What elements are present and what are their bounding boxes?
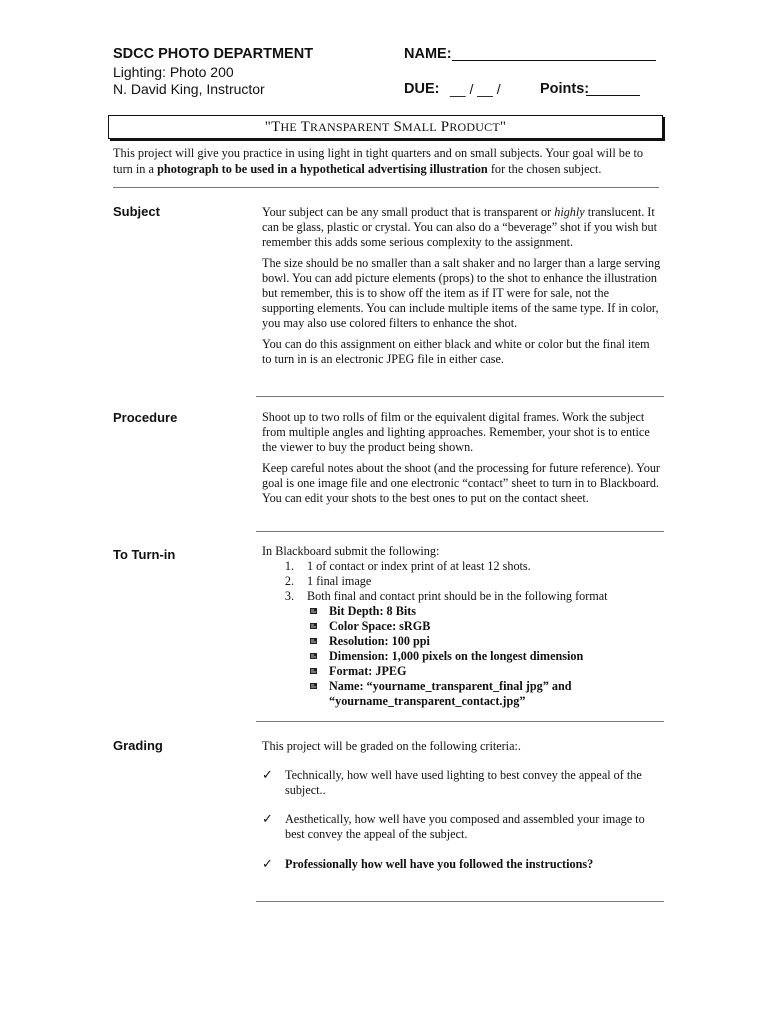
turn-in-intro: In Blackboard submit the following: (262, 544, 440, 558)
bullet-box-icon (309, 607, 318, 615)
subject-paragraph-3: You can do this assignment on either black and white or color but the final item to turn in is an electronic JPEG file in either case. (262, 337, 650, 366)
bullet-box-icon (309, 637, 318, 645)
grading-intro: This project will be graded on the following criteria:. (262, 739, 521, 753)
bullet-box-icon (309, 667, 318, 675)
course-name: Lighting: Photo 200 (113, 64, 234, 80)
instructor-name: N. David King, Instructor (113, 81, 265, 97)
list-item: Technically, how well have used lighting to best convey the appeal of the subject.. (285, 768, 642, 797)
divider-procedure (256, 531, 664, 532)
divider-subject (256, 396, 664, 397)
divider-grading (256, 901, 664, 902)
section-label-turn-in: To Turn-in (113, 547, 176, 562)
project-title: "THE TRANSPARENT SMALL PRODUCT" (264, 119, 507, 135)
checkmark-icon: ✓ (262, 767, 273, 782)
subject-body (262, 205, 662, 373)
bullet-box-icon (309, 622, 318, 630)
department-title: SDCC PHOTO DEPARTMENT (113, 46, 314, 62)
checkmark-icon: ✓ (262, 856, 273, 871)
divider-intro (113, 187, 659, 188)
section-label-subject: Subject (113, 204, 160, 219)
project-intro: This project will give you practice in using light in tight quarters and on small subjects. Your goal will be to turn in a photograph to be used in a hypothetical advertising illustration for the chosen subject. (113, 146, 644, 176)
procedure-paragraph-2: Keep careful notes about the shoot (and the processing for future reference). Your goal is one image file and one electronic “contact” sheet to turn in to Blackboard. You can edit your shots to the best ones to put on the contact sheet. (262, 461, 660, 505)
list-item: Aesthetically, how well have you composed and assembled your image to best convey the appeal of the subject. (285, 812, 645, 841)
bullet-box-icon (309, 652, 318, 660)
subject-paragraph-1: Your subject can be any small product that is transparent or highly translucent. It can be glass, plastic or crystal. You can also do a “beverage” shot if you wish but remember this adds some serious complexity to the assignment. (262, 205, 657, 249)
due-date-blank: __ / __ / (450, 81, 501, 97)
checkmark-icon: ✓ (262, 811, 273, 826)
list-item: Professionally how well have you followed the instructions? (285, 857, 594, 871)
project-title-box (108, 115, 663, 139)
section-label-procedure: Procedure (113, 410, 178, 425)
section-label-grading: Grading (113, 738, 163, 753)
name-blank-line (452, 60, 656, 61)
procedure-body (262, 410, 662, 512)
due-label: DUE: (404, 81, 440, 97)
divider-turn-in (256, 721, 664, 722)
bullet-box-icon (309, 682, 318, 690)
name-label: NAME: (404, 46, 452, 62)
procedure-paragraph-1: Shoot up to two rolls of film or the equivalent digital frames. Work the subject from multiple angles and lighting approaches. Remember, your shot is to entice the viewer to buy the product being shown. (262, 410, 650, 454)
points-blank-line (586, 95, 640, 96)
points-label: Points: (540, 81, 590, 97)
subject-paragraph-2: The size should be no smaller than a salt shaker and no larger than a large serving bowl. You can add picture elements (props) to the shot to enhance the illustration but remember, this is to show off the item as if IT were for sale, not the supporting elements. You can include multiple items of the same type. If in color, you may also use colored filters to enhance the shot. (262, 256, 661, 330)
